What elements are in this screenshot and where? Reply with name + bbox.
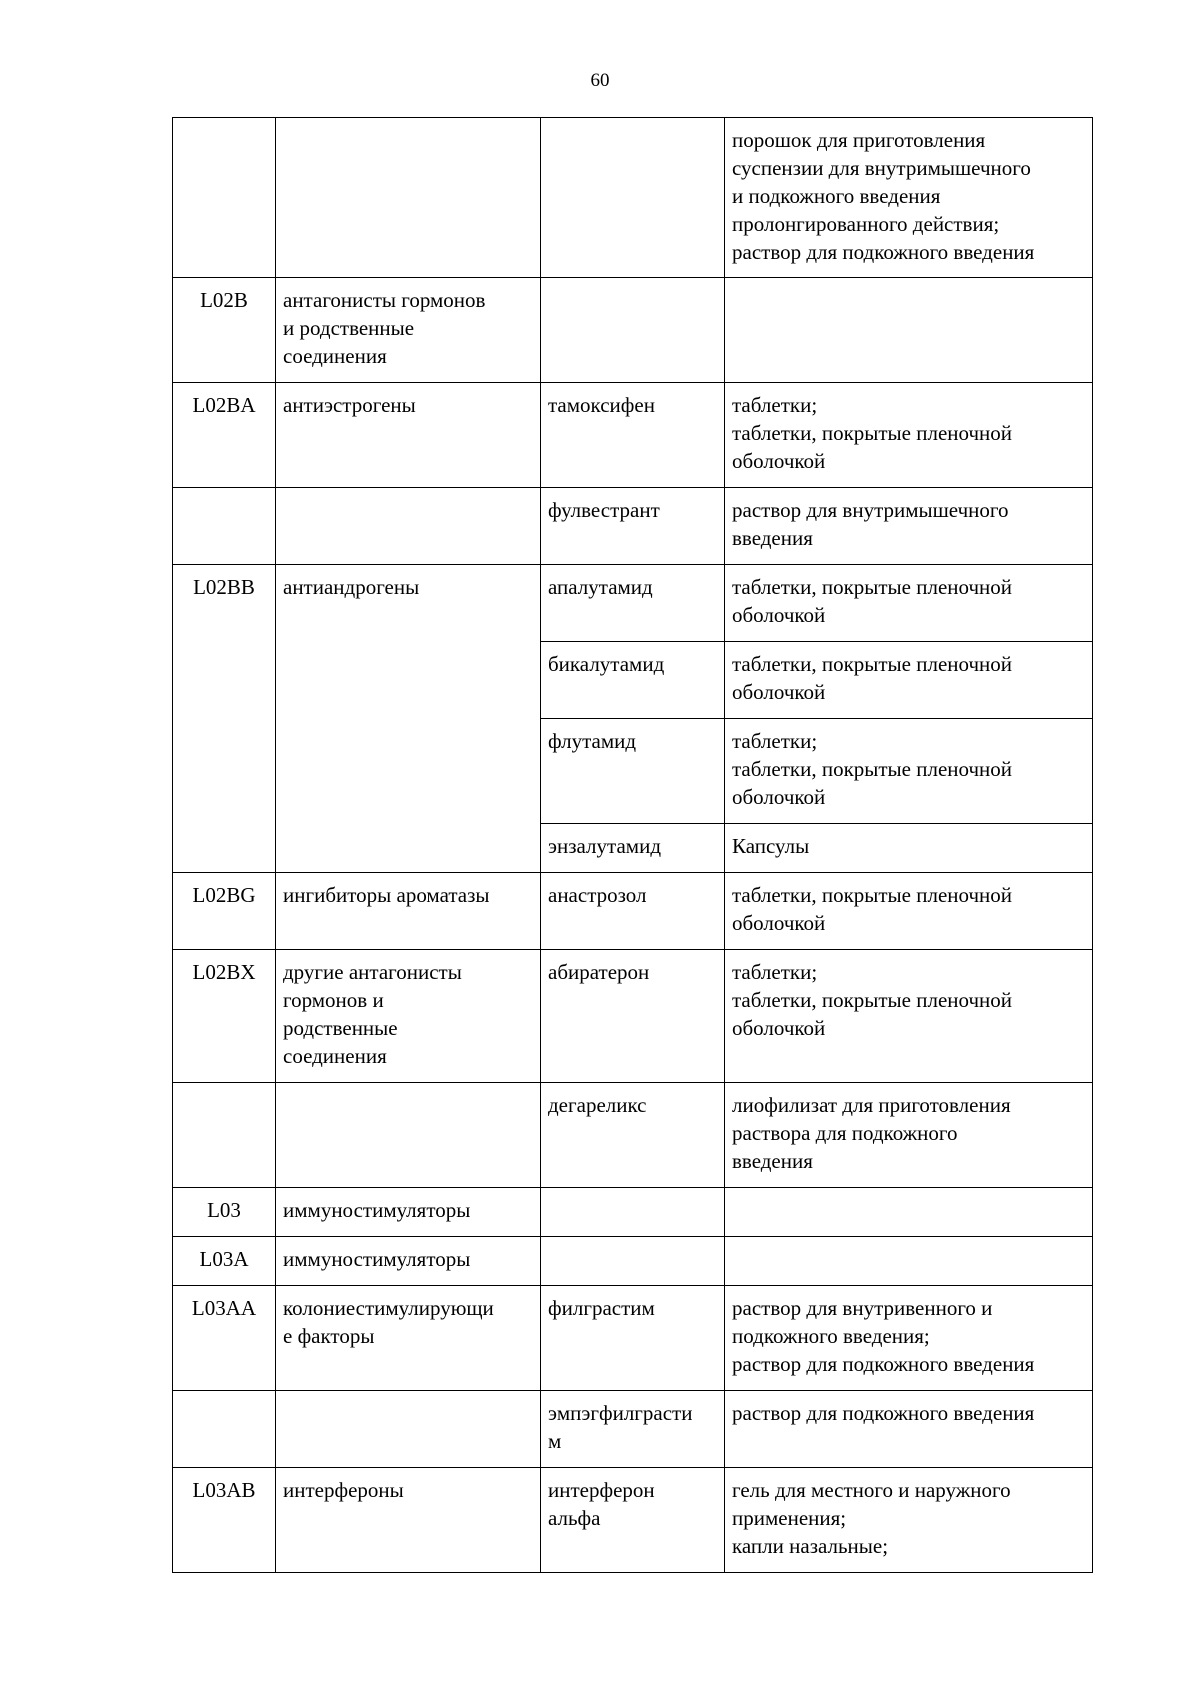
dosage-form-cell: таблетки, покрытые пленочной оболочкой [725,565,1093,642]
drug-name-cell: филграстим [541,1286,725,1391]
table-row [173,565,1093,642]
table-row [173,1083,1093,1188]
group-name-cell [276,488,541,565]
dosage-form-cell: лиофилизат для приготовления раствора для подкожного введения [725,1083,1093,1188]
page-number: 60 [590,70,610,91]
atc-code-cell: L02BA [173,383,276,488]
group-name-cell: ингибиторы ароматазы [276,873,541,950]
dosage-form-cell: гель для местного и наружного применения; капли назальные; [725,1468,1093,1573]
drug-name-cell [541,118,725,278]
group-name-cell: другие антагонисты гормонов и родственные соединения [276,950,541,1083]
dosage-form-cell: раствор для внутримышечного введения [725,488,1093,565]
table-row [173,950,1093,1083]
atc-code-cell: L03AA [173,1286,276,1391]
group-name-cell: антиэстрогены [276,383,541,488]
drug-name-cell: флутамид [541,719,725,824]
table-row [173,278,1093,383]
atc-code-cell [173,1083,276,1188]
drug-name-cell: энзалутамид [541,824,725,873]
drug-name-cell: бикалутамид [541,642,725,719]
dosage-form-cell: таблетки, покрытые пленочной оболочкой [725,873,1093,950]
dosage-form-cell [725,278,1093,383]
drug-name-cell [541,278,725,383]
table-row [173,873,1093,950]
dosage-form-cell: таблетки; таблетки, покрытые пленочной оболочкой [725,950,1093,1083]
dosage-form-cell: таблетки; таблетки, покрытые пленочной оболочкой [725,383,1093,488]
dosage-form-cell: Капсулы [725,824,1093,873]
drug-name-cell [541,1237,725,1286]
table-row [173,488,1093,565]
drug-name-cell: анастрозол [541,873,725,950]
group-name-cell: антиандрогены [276,565,541,873]
dosage-form-cell: таблетки; таблетки, покрытые пленочной оболочкой [725,719,1093,824]
atc-code-cell [173,1391,276,1468]
table-row [173,383,1093,488]
table-row [173,1237,1093,1286]
dosage-form-cell [725,1188,1093,1237]
drug-table [172,117,1093,1573]
atc-code-cell: L02BX [173,950,276,1083]
drug-name-cell: дегареликс [541,1083,725,1188]
drug-name-cell: тамоксифен [541,383,725,488]
atc-code-cell: L02BB [173,565,276,873]
dosage-form-cell [725,1237,1093,1286]
table-row [173,1391,1093,1468]
table-row [173,1188,1093,1237]
group-name-cell [276,1391,541,1468]
group-name-cell: иммуностимуляторы [276,1237,541,1286]
dosage-form-cell: раствор для подкожного введения [725,1391,1093,1468]
atc-code-cell: L03AB [173,1468,276,1573]
group-name-cell [276,118,541,278]
dosage-form-cell: порошок для приготовления суспензии для внутримышечного и подкожного введения пролонгированного действия; раствор для подкожного введения [725,118,1093,278]
drug-name-cell: интерферон альфа [541,1468,725,1573]
drug-name-cell: фулвестрант [541,488,725,565]
drug-name-cell: абиратерон [541,950,725,1083]
table-row [173,118,1093,278]
group-name-cell [276,1083,541,1188]
atc-code-cell [173,488,276,565]
drug-name-cell [541,1188,725,1237]
atc-code-cell: L02BG [173,873,276,950]
dosage-form-cell: таблетки, покрытые пленочной оболочкой [725,642,1093,719]
atc-code-cell: L02B [173,278,276,383]
group-name-cell: колониестимулирующи е факторы [276,1286,541,1391]
group-name-cell: антагонисты гормонов и родственные соединения [276,278,541,383]
group-name-cell: интерфероны [276,1468,541,1573]
atc-code-cell [173,118,276,278]
drug-name-cell: эмпэгфилграсти м [541,1391,725,1468]
atc-code-cell: L03A [173,1237,276,1286]
drug-name-cell: апалутамид [541,565,725,642]
dosage-form-cell: раствор для внутривенного и подкожного введения; раствор для подкожного введения [725,1286,1093,1391]
table-row [173,1286,1093,1391]
group-name-cell: иммуностимуляторы [276,1188,541,1237]
atc-code-cell: L03 [173,1188,276,1237]
table-row [173,1468,1093,1573]
